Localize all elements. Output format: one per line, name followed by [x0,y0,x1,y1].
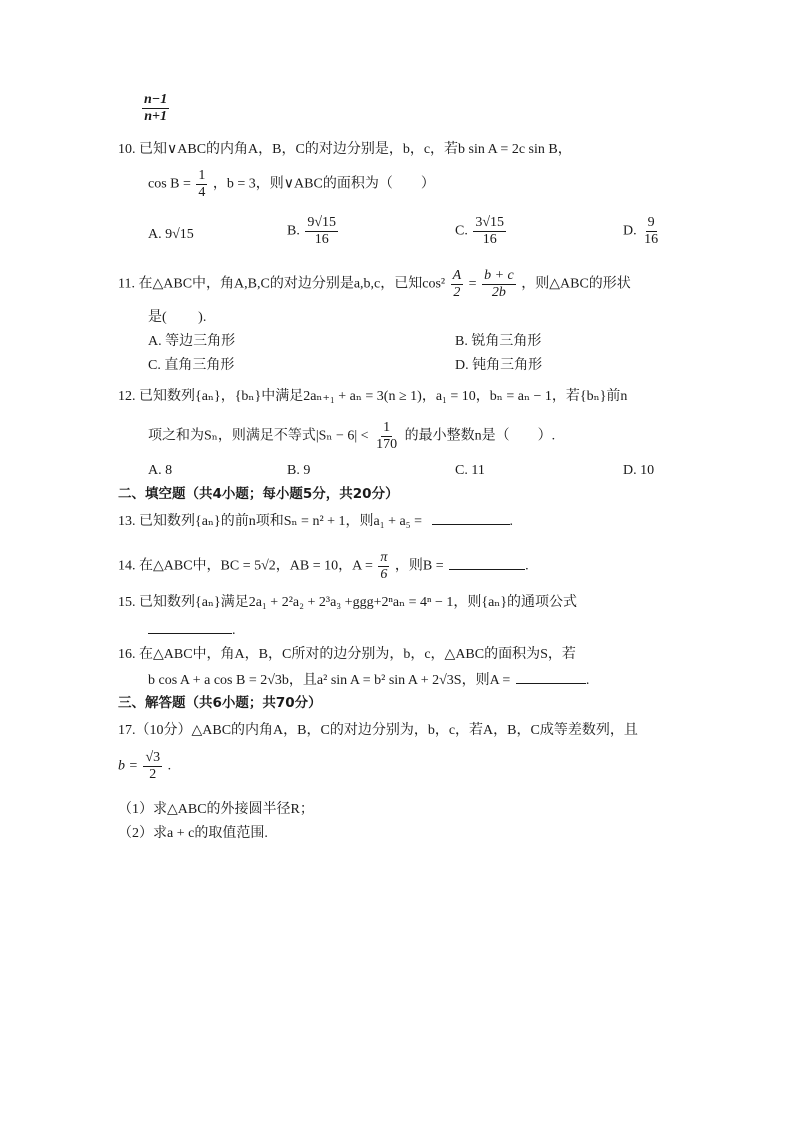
section-fill-in-heading: 二、填空题（共4小题；每小题5分，共20分） [118,486,399,502]
q11-frac2-numerator: b + c [484,268,514,283]
q10-line1: 10. 已知∨ABC的内角A，B，C的对边分别是，b，c，若b sin A = 2c sin B， [118,142,572,157]
q13: 13. 已知数列{aₙ}的前n项和Sₙ = n² + 1，则a₁ + a₅ = . [118,514,514,529]
q17-line1: 17.（10分）△ABC的内角A，B，C的对边分别为，b，c，若A，B，C成等差数列，且 [118,723,638,738]
q14-text-end: ，则B = [394,558,444,574]
q17-frac-denominator: 2 [149,767,157,782]
q12-line2-start: 项之和为Sₙ，则满足不等式|Sₙ − 6| < [148,428,369,444]
q11-option-c: C. 直角三角形 [148,358,235,373]
q17-frac-numerator: √3 [145,750,161,765]
q17-part1: （1）求△ABC的外接圆半径R； [118,802,314,817]
q15-line1: 15. 已知数列{aₙ}满足2a₁ + 2²a₂ + 2³a₃ +ggg+2ⁿaₙ = 4ⁿ − 1，则{aₙ}的通项公式 [118,595,578,610]
q10-option-d-label: D. [623,223,637,239]
q17-line2-end: . [167,758,172,774]
q12-frac-numerator: 1 [383,420,391,435]
q16-line2-text: b cos A + a cos B = 2√3b，且a² sin A = b² sin A + 2√3S，则A = [148,673,511,688]
q10-option-b [287,215,340,248]
q15-line2: . [148,622,236,640]
q11-line2: 是( ). [148,310,207,325]
q12-option-d: D. 10 [623,463,655,478]
q11-line1-end: ，则△ABC的形状 [521,276,631,292]
q14: 14. 在△ABC中，BC = 5√2，AB = 10，A = $\frac{\pi}{6}$ ，则B = . [118,550,529,582]
q11-frac1-denominator: 2 [453,285,461,300]
q10-line2-start: cos B = [148,176,191,192]
q12-option-b: B. 9 [287,463,311,478]
q16-answer-blank[interactable] [516,682,586,684]
q12-frac-denominator: 170 [376,437,398,452]
q17-line2-start: b = [118,758,138,774]
q13-answer-blank[interactable] [432,523,510,525]
q10-option-a: A. 9√15 [148,227,194,242]
q14-frac-numerator: π [380,550,388,565]
q10-option-d [623,215,662,248]
top-fraction [140,92,171,125]
q10-option-d-numerator: 9 [647,215,655,230]
q11-line1 [118,268,631,301]
q10-frac-numerator: 1 [198,168,206,183]
q11-frac1-numerator: A [452,268,462,283]
q10-option-c [455,215,508,248]
q17-line2 [118,750,171,783]
top-fraction-numerator: n−1 [144,92,168,107]
q11-option-a: A. 等边三角形 [148,334,236,349]
q11-line1-start: 11. 在△ABC中，角A,B,C的对边分别是a,b,c，已知cos² [118,276,446,292]
q11-option-b: B. 锐角三角形 [455,334,542,349]
q14-text-start: 14. 在△ABC中，BC = 5√2，AB = 10，A = [118,558,373,574]
q15-answer-blank[interactable] [148,632,232,634]
q11-option-d: D. 钝角三角形 [455,358,543,373]
q12-option-c: C. 11 [455,463,485,478]
q17-part2: （2）求a + c的取值范围. [118,826,268,841]
q12-line1: 12. 已知数列{aₙ}，{bₙ}中满足2aₙ₊₁ + aₙ = 3(n ≥ 1)，a₁ = 10，bₙ = aₙ − 1，若{bₙ}前n [118,389,628,404]
q10-option-c-label: C. [455,223,468,239]
q11-frac2-denominator: 2b [491,285,506,300]
q12-line2 [148,420,555,453]
q10-frac-denominator: 4 [198,185,206,200]
q10-option-b-denominator: 16 [314,232,329,247]
q10-option-c-numerator: 3√15 [475,215,505,230]
q10-line2-end: ，b = 3，则∨ABC的面积为（ ） [212,176,435,192]
q16-line1: 16. 在△ABC中，角A，B，C所对的边分别为，b，c，△ABC的面积为S，若 [118,647,576,662]
q11-equals: = [468,276,477,292]
q10-option-b-label: B. [287,223,300,239]
q10-option-c-denominator: 16 [482,232,497,247]
q12-line2-end: 的最小整数n是（ ）. [404,428,556,444]
top-fraction-denominator: n+1 [144,109,168,124]
q16-line2: b cos A + a cos B = 2√3b，且a² sin A = b² sin A + 2√3S，则A = . [148,673,590,688]
q10-option-d-denominator: 16 [644,232,659,247]
section-answer-heading: 三、解答题（共6小题；共70分） [118,695,322,711]
q13-text: 13. 已知数列{aₙ}的前n项和Sₙ = n² + 1，则a₁ + a₅ = [118,514,423,529]
q12-option-a: A. 8 [148,463,173,478]
q10-option-b-numerator: 9√15 [307,215,337,230]
q14-answer-blank[interactable] [449,568,525,570]
q10-line2 [148,168,435,201]
q14-frac-denominator: 6 [380,567,388,582]
